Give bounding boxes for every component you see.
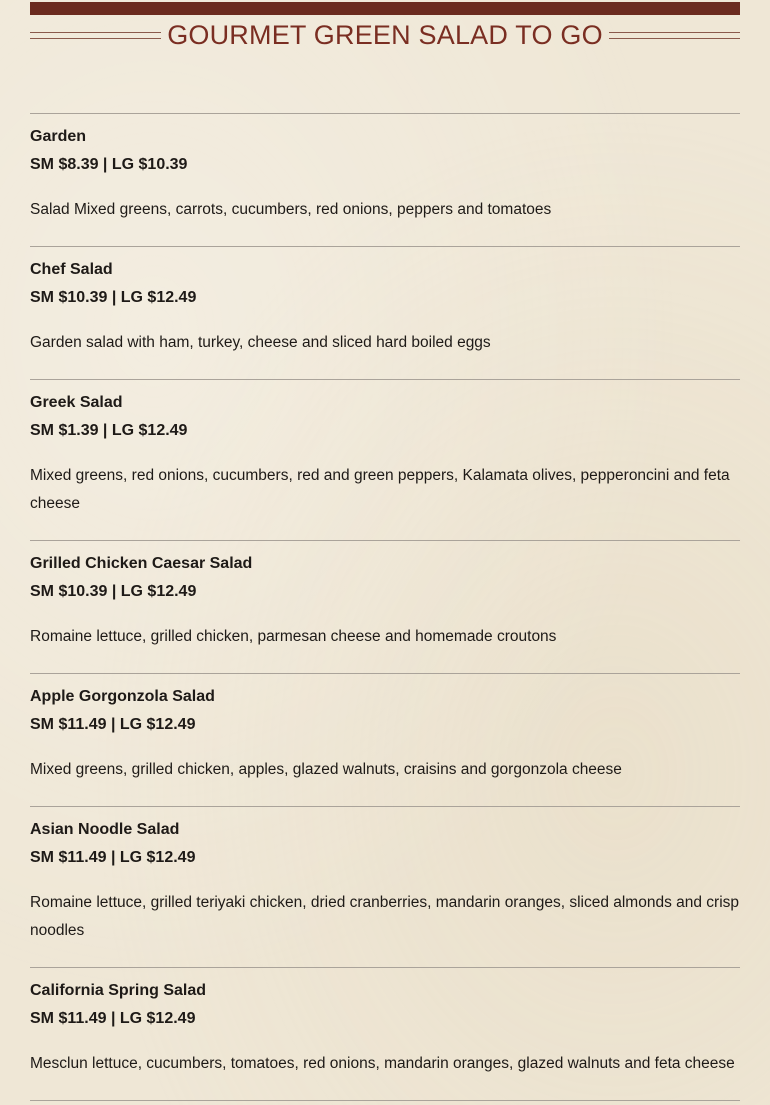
item-description: Mixed greens, red onions, cucumbers, red and green peppers, Kalamata olives, pepperoncini and feta cheese (30, 467, 730, 512)
menu-item-apple-gorgonzola (30, 674, 740, 806)
menu-item-garden (30, 114, 740, 246)
menu-item-california-spring (30, 968, 740, 1100)
menu-list (30, 113, 740, 1101)
item-name: Grilled Chicken Caesar Salad (30, 555, 253, 572)
header-rule-left (30, 32, 161, 39)
item-name: Chef Salad (30, 261, 113, 278)
item-divider (30, 1100, 740, 1101)
header-bar (30, 2, 740, 15)
menu-page (30, 2, 740, 1101)
item-price: SM $1.39 | LG $12.49 (30, 422, 188, 439)
menu-item-grilled-chicken-caesar (30, 541, 740, 673)
item-description: Mixed greens, grilled chicken, apples, glazed walnuts, craisins and gorgonzola cheese (30, 761, 622, 778)
item-description: Mesclun lettuce, cucumbers, tomatoes, red onions, mandarin oranges, glazed walnuts and feta cheese (30, 1055, 735, 1072)
item-name: Apple Gorgonzola Salad (30, 688, 215, 705)
menu-item-chef-salad (30, 247, 740, 379)
item-price: SM $11.49 | LG $12.49 (30, 716, 196, 733)
item-description: Salad Mixed greens, carrots, cucumbers, red onions, peppers and tomatoes (30, 201, 552, 218)
item-description: Garden salad with ham, turkey, cheese and sliced hard boiled eggs (30, 334, 491, 351)
item-name: Garden (30, 128, 87, 145)
item-name: California Spring Salad (30, 982, 207, 999)
menu-title: GOURMET GREEN SALAD TO GO (167, 19, 603, 50)
item-price: SM $11.49 | LG $12.49 (30, 1010, 196, 1027)
menu-item-greek-salad (30, 380, 740, 540)
item-price: SM $11.49 | LG $12.49 (30, 849, 196, 866)
header-rule-right (609, 32, 740, 39)
item-price: SM $8.39 | LG $10.39 (30, 156, 188, 173)
menu-header (30, 17, 740, 53)
item-price: SM $10.39 | LG $12.49 (30, 289, 197, 306)
item-name: Greek Salad (30, 394, 123, 411)
item-name: Asian Noodle Salad (30, 821, 180, 838)
item-price: SM $10.39 | LG $12.49 (30, 583, 197, 600)
menu-item-asian-noodle (30, 807, 740, 967)
item-description: Romaine lettuce, grilled chicken, parmesan cheese and homemade croutons (30, 628, 557, 645)
item-description: Romaine lettuce, grilled teriyaki chicken, dried cranberries, mandarin oranges, sliced almonds and crisp noodles (30, 894, 740, 939)
